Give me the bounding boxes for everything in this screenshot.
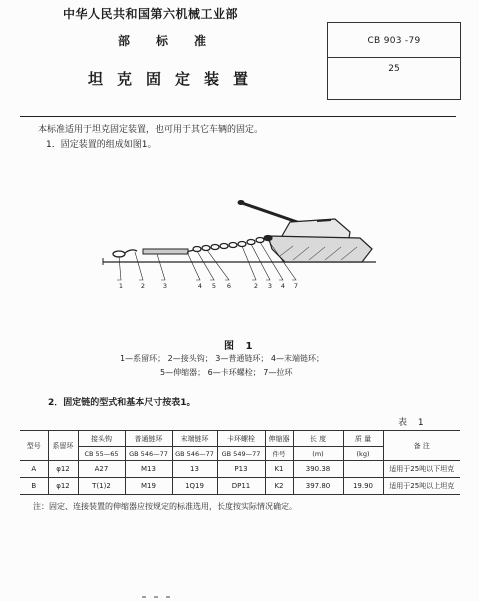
table-cell: 19.90 [343,478,383,495]
table-cell: T(1)2 [78,478,125,495]
table-cell: DP11 [217,478,265,495]
col-header-remarks: 备 注 [383,431,460,461]
chain-link [238,242,246,247]
leader-line [187,252,200,280]
table-note: 注：固定、连接装置的伸缩器应按规定的标准选用，长度按实际情况确定。 [33,502,297,511]
table-caption: 表 1 [398,418,428,428]
chain-spec-table [20,430,460,495]
table-cell: K2 [265,478,293,495]
col-sub-hook: CB 55—65 [78,447,125,461]
col-header-tensioner: 伸缩器 [265,431,293,447]
chain [193,236,272,252]
chain-link [193,247,201,252]
col-header-hook: 接头钩 [78,431,125,447]
part-label: 4 [197,282,203,290]
col-header-shackle-bolt: 卡环螺栓 [217,431,265,447]
table-cell: M13 [125,461,172,478]
part-label: 5 [211,282,217,290]
table-cell: φ12 [48,461,78,478]
code-box-divider [328,57,460,58]
leader-line [135,252,143,280]
page-number: 25 [388,64,400,74]
col-sub-length: (m) [293,447,343,461]
table-cell: 397.80 [293,478,343,495]
document-title: 坦克固定装置 [88,70,263,88]
chain-link [247,240,255,245]
table-cell: P13 [217,461,265,478]
chain-link [256,238,264,243]
part-label: 6 [226,282,232,290]
intro-paragraph: 本标准适用于坦克固定装置，也可用于其它车辆的固定。 [38,125,264,135]
tank-tiedown-figure [95,188,385,298]
col-header-common-link: 普通链环 [125,431,172,447]
leader-line [242,246,256,280]
tensioner [143,249,188,254]
chain-link [211,245,219,250]
part-label: 4 [280,282,286,290]
header-rule [20,116,456,117]
chain-link [220,244,228,249]
figure-legend-line: 5—伸缩器； 6—卡环螺栓； 7—拉环 [160,368,293,377]
col-sub-shackle-bolt: GB 549—77 [217,447,265,461]
standard-code: CB 903 -79 [367,36,421,46]
col-header-model: 型号 [20,431,48,461]
part-label: 2 [140,282,146,290]
col-header-tiedown-ring: 系留环 [48,431,78,461]
table-container [20,430,460,495]
turret-hatch [317,220,331,221]
clause-1: 1．固定装置的组成如图1。 [46,140,157,150]
table-cell: 适用于25吨以下坦克 [383,461,460,478]
part-label: 2 [253,282,259,290]
chain-link [202,246,210,251]
col-sub-mass: (kg) [343,447,383,461]
leader-line [117,256,121,280]
tank-muzzle [238,201,244,205]
table-cell: K1 [265,461,293,478]
table-cell: 390.38 [293,461,343,478]
figure-legend-line: 1—系留环； 2—接头钩； 3—普通链环； 4—末端链环； [120,354,324,363]
issuing-organization: 中华人民共和国第六机械工业部 [63,7,239,21]
part-label: 3 [267,282,273,290]
standard-type: 部标准 [118,34,233,48]
part-label: 1 [118,282,124,290]
part-label: 7 [293,282,299,290]
standard-code-box [327,22,461,100]
footer-marks [140,594,180,600]
leader-line [207,250,229,280]
leader-line [197,251,214,280]
table-cell: 适用于25吨以上坦克 [383,478,460,495]
chain-link [229,243,237,248]
col-sub-common-link: GB 546—77 [125,447,172,461]
table-cell: M19 [125,478,172,495]
table-header-row [20,431,460,447]
table-cell: 1Q19 [172,478,217,495]
leader-line [157,254,165,280]
col-header-length: 长 度 [293,431,343,447]
table-row [20,461,460,478]
table-cell: 13 [172,461,217,478]
col-header-mass: 质 量 [343,431,383,447]
table-cell: A27 [78,461,125,478]
figure-caption: 图 1 [224,341,257,352]
col-sub-end-link: GB 546—77 [172,447,217,461]
table-cell: B [20,478,48,495]
table-cell: φ12 [48,478,78,495]
col-sub-tensioner: 件号 [265,447,293,461]
tank-hull [268,236,372,262]
part-label: 3 [162,282,168,290]
tank-gun-barrel [242,203,300,223]
chain-end-link [264,236,272,241]
col-header-end-link: 末端链环 [172,431,217,447]
table-cell [343,461,383,478]
table-cell: A [20,461,48,478]
clause-2: 2．固定链的型式和基本尺寸按表1。 [48,398,196,408]
table-row [20,478,460,495]
